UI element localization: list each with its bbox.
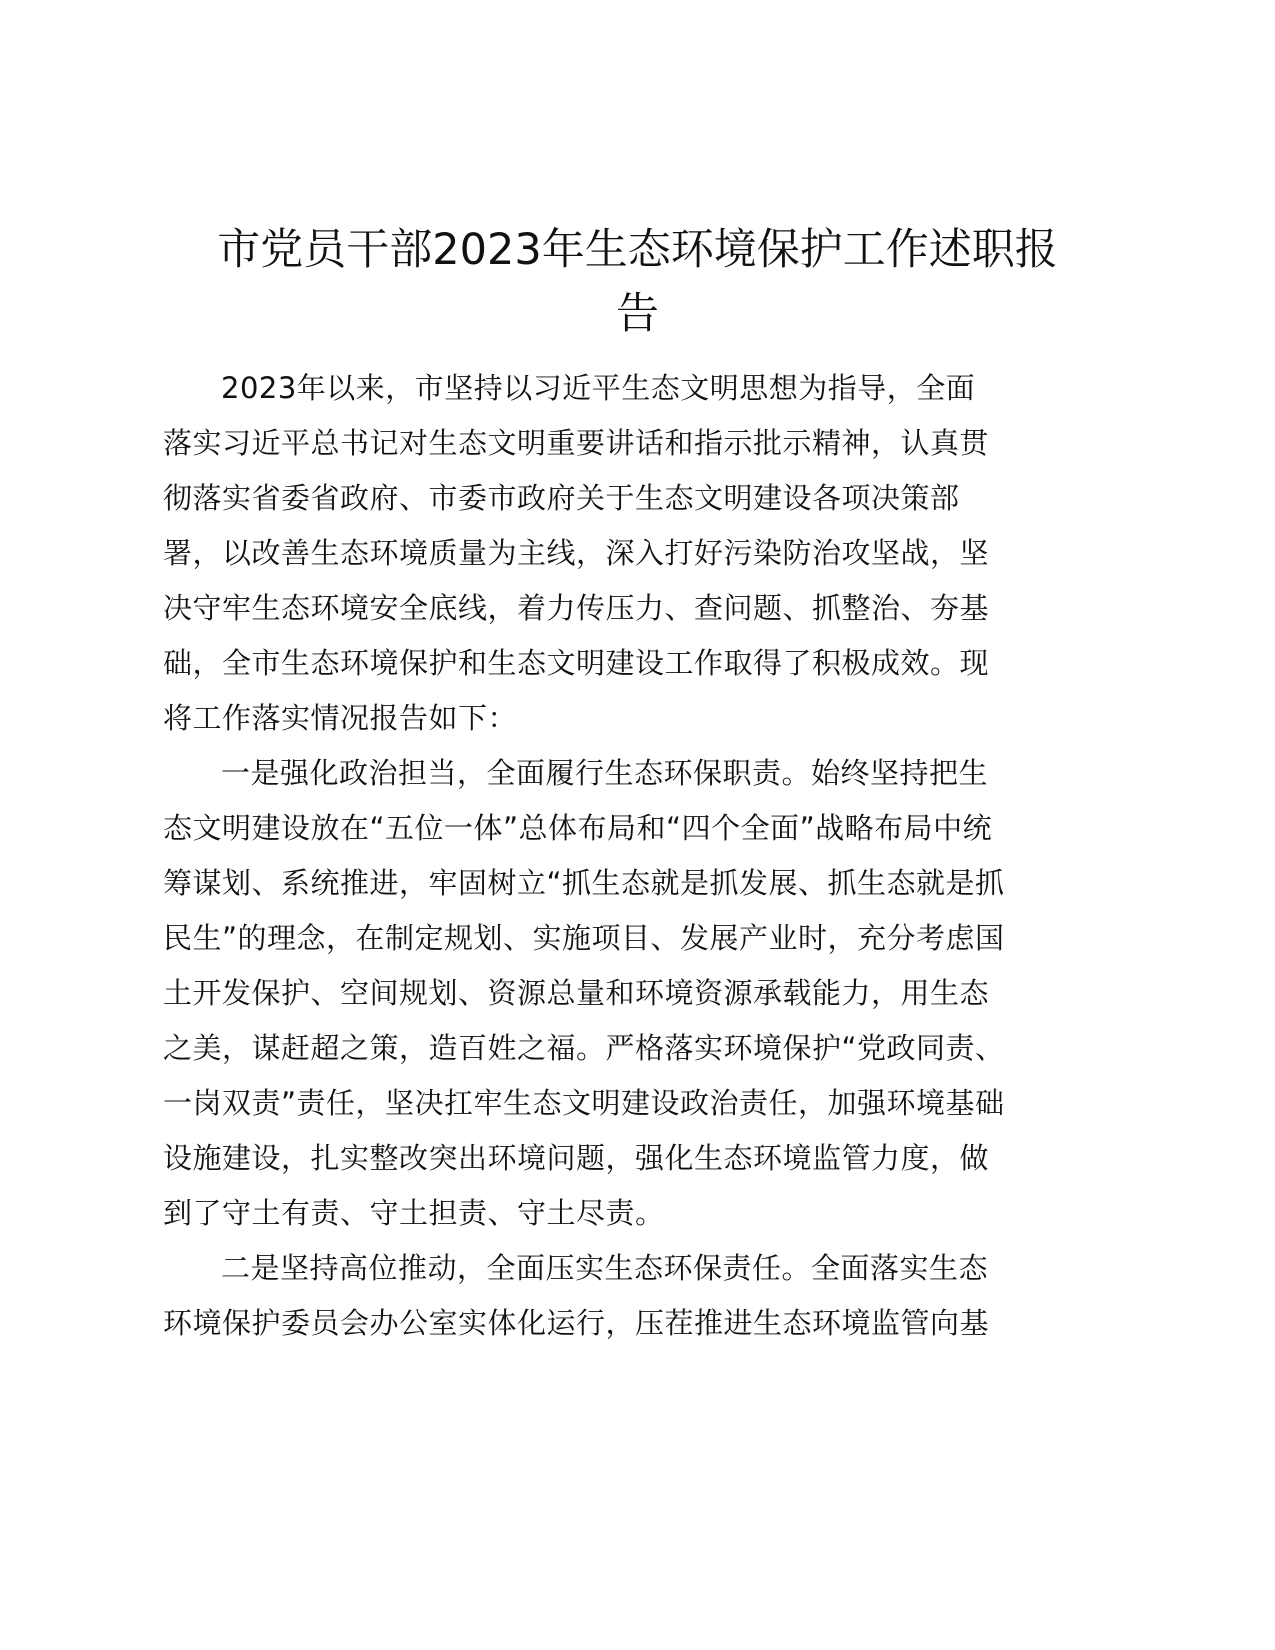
paragraph-2-line-9: 到了守土有责、守土担责、守土尽责。 bbox=[163, 1196, 665, 1230]
paragraph-1-line-7: 将工作落实情况报告如下： bbox=[163, 701, 518, 735]
title-line-1: 市党员干部2023年生态环境保护工作述职报 bbox=[217, 225, 1058, 275]
paragraph-1-line-5: 决守牢生态环境安全底线，着力传压力、查问题、抓整治、夯基 bbox=[163, 591, 990, 625]
paragraph-1-line-1: 2023年以来，市坚持以习近平生态文明思想为指导，全面 bbox=[221, 371, 976, 405]
paragraph-1-line-2: 落实习近平总书记对生态文明重要讲话和指示批示精神，认真贯 bbox=[163, 426, 990, 460]
paragraph-2-line-5: 土开发保护、空间规划、资源总量和环境资源承载能力，用生态 bbox=[163, 976, 990, 1010]
document-title bbox=[150, 218, 1125, 346]
paragraph-2-line-4: 民生”的理念，在制定规划、实施项目、发展产业时，充分考虑国 bbox=[163, 921, 1005, 955]
paragraph-2-line-1: 一是强化政治担当，全面履行生态环保职责。始终坚持把生 bbox=[221, 756, 989, 790]
paragraph-1-line-6: 础，全市生态环境保护和生态文明建设工作取得了积极成效。现 bbox=[163, 646, 990, 680]
paragraph-3-line-1: 二是坚持高位推动，全面压实生态环保责任。全面落实生态 bbox=[221, 1251, 989, 1285]
paragraph-3-line-2: 环境保护委员会办公室实体化运行，压茬推进生态环境监管向基 bbox=[163, 1306, 990, 1340]
title-line-2: 告 bbox=[616, 289, 659, 339]
paragraph-2-line-3: 筹谋划、系统推进，牢固树立“抓生态就是抓发展、抓生态就是抓 bbox=[163, 866, 1005, 900]
paragraph-2-line-6: 之美，谋赶超之策，造百姓之福。严格落实环境保护“党政同责、 bbox=[163, 1031, 1005, 1065]
paragraph-1-line-4: 署，以改善生态环境质量为主线，深入打好污染防治攻坚战，坚 bbox=[163, 536, 990, 570]
paragraph-2-line-2: 态文明建设放在“五位一体”总体布局和“四个全面”战略布局中统 bbox=[163, 811, 993, 845]
paragraph-2-line-7: 一岗双责”责任，坚决扛牢生态文明建设政治责任，加强环境基础 bbox=[163, 1086, 1005, 1120]
paragraph-2-line-8: 设施建设，扎实整改突出环境问题，强化生态环境监管力度，做 bbox=[163, 1141, 990, 1175]
paragraph-1-line-3: 彻落实省委省政府、市委市政府关于生态文明建设各项决策部 bbox=[163, 481, 960, 515]
